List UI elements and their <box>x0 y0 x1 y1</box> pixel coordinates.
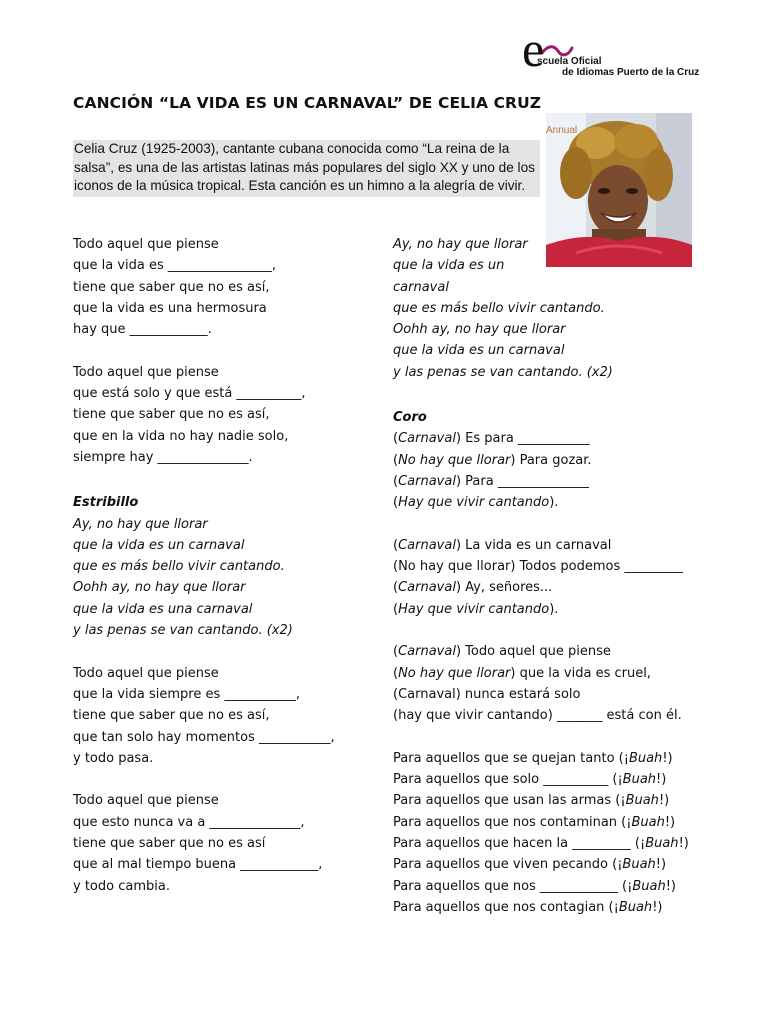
lyric-text: ) Para ______________ <box>455 473 589 489</box>
lyric-text: ) nunca estará solo <box>455 686 581 702</box>
lyric-text: Para aquellos que nos ____________ (¡ <box>393 878 633 894</box>
lyric-line: que en la vida no hay nadie solo, <box>73 428 289 444</box>
lyric-text: ) _______ está con él. <box>547 708 682 724</box>
lyric-text: Para aquellos que se quejan tanto (¡ <box>393 750 629 766</box>
lyric-text: Para aquellos que solo __________ (¡ <box>393 772 623 788</box>
lyric-line: que esto nunca va a ______________, <box>73 814 305 830</box>
lyric-line <box>393 812 713 833</box>
refrain <box>393 234 713 383</box>
lyric-line <box>393 833 713 854</box>
estribillo <box>73 492 373 641</box>
lyric-line: hay que ____________. <box>73 322 212 338</box>
logo-text-line2: de Idiomas Puerto de la Cruz <box>562 67 700 78</box>
coro-response: Carnaval <box>398 473 456 489</box>
lyric-line: que la vida es una carnaval <box>73 601 253 617</box>
stanza-1 <box>73 234 373 340</box>
lyric-line <box>393 535 713 556</box>
lyric-text: Para aquellos que viven pecando (¡ <box>393 857 623 873</box>
lyric-line: Oohh ay, no hay que llorar <box>73 580 246 596</box>
lyric-text: ) Ay, señores... <box>455 580 553 596</box>
coro-response: No hay que llorar <box>398 452 511 468</box>
lyric-line <box>393 897 713 918</box>
coro-block-2 <box>393 535 713 620</box>
coro-heading: Coro <box>393 410 427 426</box>
coro-response: No hay que llorar <box>398 665 511 681</box>
lyric-line: que tan solo hay momentos ___________, <box>73 729 335 745</box>
lyric-line: carnaval <box>393 279 449 295</box>
interjection: Buah <box>625 793 659 809</box>
lyric-line <box>393 663 713 684</box>
estribillo-heading: Estribillo <box>73 495 139 511</box>
interjection-end: !) <box>656 772 667 788</box>
lyric-line: que la vida es una hermosura <box>73 300 267 316</box>
lyric-text: ) Es para ___________ <box>455 431 590 447</box>
lyric-text: ) que la vida es cruel, <box>510 665 651 681</box>
lyric-text: Para aquellos que nos contagian (¡ <box>393 899 619 915</box>
lyric-line <box>393 705 713 726</box>
lyric-line <box>393 684 713 705</box>
lyric-line: que la vida es un <box>393 258 505 274</box>
lyric-line: Todo aquel que piense <box>73 793 219 809</box>
lyric-line <box>393 577 713 598</box>
lyric-line <box>393 471 713 492</box>
lyric-text: ). <box>549 601 559 617</box>
lyric-line: que la vida es un carnaval <box>73 537 245 553</box>
paren-open: ( <box>393 580 399 596</box>
lyric-line: tiene que saber que no es así, <box>73 708 270 724</box>
stanza-2 <box>73 362 373 468</box>
lyric-line: y las penas se van cantando. (x2) <box>393 364 613 380</box>
lyric-line: Todo aquel que piense <box>73 364 219 380</box>
lyric-line <box>393 876 713 897</box>
lyric-line: que está solo y que está __________, <box>73 386 306 402</box>
paren-open: ( <box>393 452 399 468</box>
school-logo <box>522 21 722 80</box>
lyric-line <box>393 769 713 790</box>
lyric-line <box>393 492 713 513</box>
interjection-end: !) <box>664 814 676 830</box>
paren-open: ( <box>393 601 399 617</box>
interjection: Buah <box>618 899 653 915</box>
coro-response: Carnaval <box>398 686 456 702</box>
coro-response: No hay que llorar <box>398 559 511 575</box>
interjection: Buah <box>628 750 663 766</box>
photo-backdrop-text: Annual <box>546 125 578 136</box>
left-column <box>73 234 373 897</box>
coro-response: Hay que vivir cantando <box>398 495 550 511</box>
interjection: Buah <box>622 857 656 873</box>
interjection: Buah <box>645 836 679 852</box>
lyric-line: que la vida es ________________, <box>73 258 277 274</box>
page-title: CANCIÓN “LA VIDA ES UN CARNAVAL” DE CELIA CRUZ <box>73 94 542 112</box>
coro-response: Carnaval <box>398 431 456 447</box>
lyric-line: que la vida siempre es ___________, <box>73 686 301 702</box>
right-column <box>393 234 713 918</box>
interjection-end: !) <box>658 793 670 809</box>
para-aquellos-block <box>393 748 713 918</box>
interjection-end: !) <box>665 878 677 894</box>
coro-response: Hay que vivir cantando <box>398 601 550 617</box>
lyric-text: ) Para gozar. <box>510 452 592 468</box>
lyric-line <box>393 556 713 577</box>
coro-response: Carnaval <box>398 580 456 596</box>
lyric-line: tiene que saber que no es así, <box>73 279 270 295</box>
logo-text-line1: scuela Oficial <box>537 56 602 67</box>
lyric-line: tiene que saber que no es así <box>73 836 266 852</box>
lyric-line: Todo aquel que piense <box>73 237 219 252</box>
lyric-line <box>393 428 713 449</box>
interjection-end: !) <box>652 899 663 915</box>
paren-open: ( <box>393 473 399 489</box>
lyric-text: ) Todo aquel que piense <box>455 644 611 660</box>
lyric-text: ) La vida es un carnaval <box>455 537 612 553</box>
interjection-end: !) <box>662 750 673 766</box>
interjection: Buah <box>632 878 666 894</box>
coro-response: hay que vivir cantando <box>398 708 548 724</box>
paren-open: ( <box>393 686 399 702</box>
paren-open: ( <box>393 559 399 575</box>
coro-block-1 <box>393 428 713 513</box>
interjection-end: !) <box>678 836 689 852</box>
interjection: Buah <box>631 814 665 830</box>
lyric-line: Ay, no hay que llorar <box>73 516 208 532</box>
paren-open: ( <box>393 431 399 447</box>
lyric-line: que es más bello vivir cantando. <box>393 300 605 316</box>
lyric-line: Ay, no hay que llorar <box>393 237 528 252</box>
lyric-text: ) Todos podemos _________ <box>510 559 683 575</box>
interjection-end: !) <box>655 857 667 873</box>
paren-open: ( <box>393 644 399 660</box>
lyric-line <box>393 641 713 662</box>
lyric-line: Oohh ay, no hay que llorar <box>393 322 566 338</box>
stanza-4 <box>73 790 373 896</box>
lyric-text: Para aquellos que hacen la _________ (¡ <box>393 836 646 852</box>
paren-open: ( <box>393 665 399 681</box>
coro-block-3 <box>393 641 713 726</box>
coro-response: Carnaval <box>398 537 456 553</box>
lyric-line <box>393 854 713 875</box>
lyric-line <box>393 748 713 769</box>
paren-open: ( <box>393 495 399 511</box>
lyric-line: tiene que saber que no es así, <box>73 407 270 423</box>
lyric-line: y todo cambia. <box>73 878 170 894</box>
lyric-line: y todo pasa. <box>73 750 154 766</box>
logo-letter: e <box>522 21 545 77</box>
lyric-text: Para aquellos que usan las armas (¡ <box>393 793 626 809</box>
interjection: Buah <box>622 772 657 788</box>
lyric-line: que al mal tiempo buena ____________, <box>73 857 323 873</box>
coro-response: Carnaval <box>398 644 456 660</box>
lyric-line: que es más bello vivir cantando. <box>73 559 285 575</box>
lyric-line: Todo aquel que piense <box>73 665 219 681</box>
lyric-line: siempre hay ______________. <box>73 449 253 465</box>
stanza-3 <box>73 663 373 769</box>
lyric-text: Para aquellos que nos contaminan (¡ <box>393 814 632 830</box>
paren-open: ( <box>393 537 399 553</box>
lyric-line <box>393 450 713 471</box>
paren-open: ( <box>393 708 399 724</box>
lyric-text: ). <box>549 495 559 511</box>
intro-paragraph: Celia Cruz (1925-2003), cantante cubana conocida como “La reina de la salsa”, es una de las artistas latinas más populares del siglo XX y uno de los iconos de la música tropical. Esta canción es un himno a la alegría de vivir. <box>73 140 540 197</box>
lyric-line: y las penas se van cantando. (x2) <box>73 623 293 639</box>
lyric-line: que la vida es un carnaval <box>393 343 565 359</box>
lyric-line <box>393 790 713 811</box>
coro <box>393 407 713 513</box>
lyric-line <box>393 599 713 620</box>
